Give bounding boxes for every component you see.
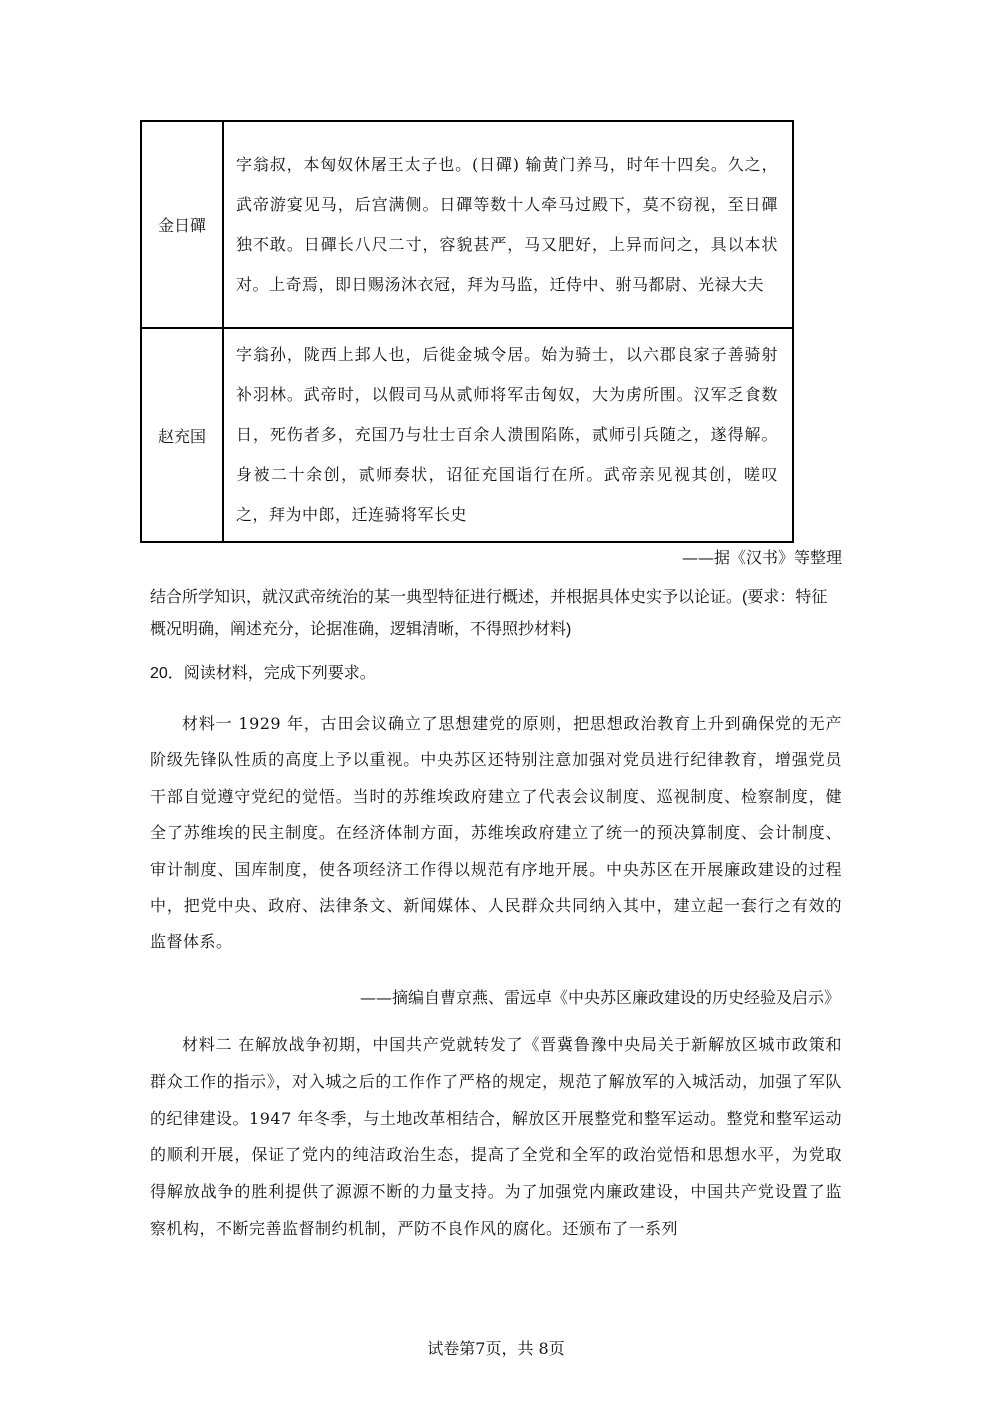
person-name-cell: 赵充国: [141, 328, 223, 542]
biography-table: [140, 120, 794, 543]
table-row: [141, 328, 793, 542]
material-two-paragraph: 材料二 在解放战争初期，中国共产党就转发了《晋冀鲁豫中央局关于新解放区城市政策和群众工作的指示》，对入城之后的工作作了严格的规定，规范了解放军的入城活动，加强了军队的纪律建设。1947 年冬季，与土地改革相结合，解放区开展整党和整军运动。整党和整军运动的顺利开展，保证了党内的纯洁政治生态，提高了全党和全军的政治觉悟和思想水平，为党取得解放战争的胜利提供了源源不断的力量支持。为了加强党内廉政建设，中国共产党设置了监察机构，不断完善监督制约机制，严防不良作风的腐化。还颁布了一系列: [150, 1035, 842, 1238]
material-one-citation: ——摘编自曹京燕、雷远卓《中央苏区廉政建设的历史经验及启示》: [359, 988, 840, 1007]
question-20-heading: 20．阅读材料，完成下列要求。: [150, 665, 376, 682]
page-footer: 试卷第7页，共 8页: [427, 1339, 565, 1358]
table-row: [141, 121, 793, 328]
person-description-cell: 字翁叔，本匈奴休屠王太子也。(日磾) 输黄门养马，时年十四矣。久之，武帝游宴见马，后宫满侧。日磾等数十人牵马过殿下，莫不窃视，至日磾独不敢。日磾长八尺二寸，容貌甚严，马又肥好，上异而问之，具以本状对。上奇焉，即日赐汤沐衣冠，拜为马监，迁侍中、驸马都尉、光禄大夫: [223, 121, 793, 328]
material-one-paragraph: 材料一 1929 年，古田会议确立了思想建党的原则，把思想政治教育上升到确保党的无产阶级先锋队性质的高度上予以重视。中央苏区还特别注意加强对党员进行纪律教育，增强党员干部自觉遵守党纪的觉悟。当时的苏维埃政府建立了代表会议制度、巡视制度、检察制度，健全了苏维埃的民主制度。在经济体制方面，苏维埃政府建立了统一的预决算制度、会计制度、审计制度、国库制度，使各项经济工作得以规范有序地开展。中央苏区在开展廉政建设的过程中，把党中央、政府、法律条文、新闻媒体、人民群众共同纳入其中，建立起一套行之有效的监督体系。: [150, 714, 842, 952]
person-name-cell: 金日磾: [141, 121, 223, 328]
table-source-citation: ——据《汉书》等整理: [681, 548, 842, 567]
question-19-prompt: 结合所学知识，就汉武帝统治的某一典型特征进行概述，并根据具体史实予以论证。(要求：特征概况明确，阐述充分，论据准确，逻辑清晰，不得照抄材料): [150, 589, 828, 638]
person-description-cell: 字翁孙，陇西上邽人也，后徙金城令居。始为骑士，以六郡良家子善骑射补羽林。武帝时，以假司马从贰师将军击匈奴，大为虏所围。汉军乏食数日，死伤者多，充国乃与壮士百余人溃围陷陈，贰师引兵随之，遂得解。身被二十余创，贰师奏状，诏征充国诣行在所。武帝亲见视其创，嗟叹之，拜为中郎，迁连骑将军长史: [223, 328, 793, 542]
